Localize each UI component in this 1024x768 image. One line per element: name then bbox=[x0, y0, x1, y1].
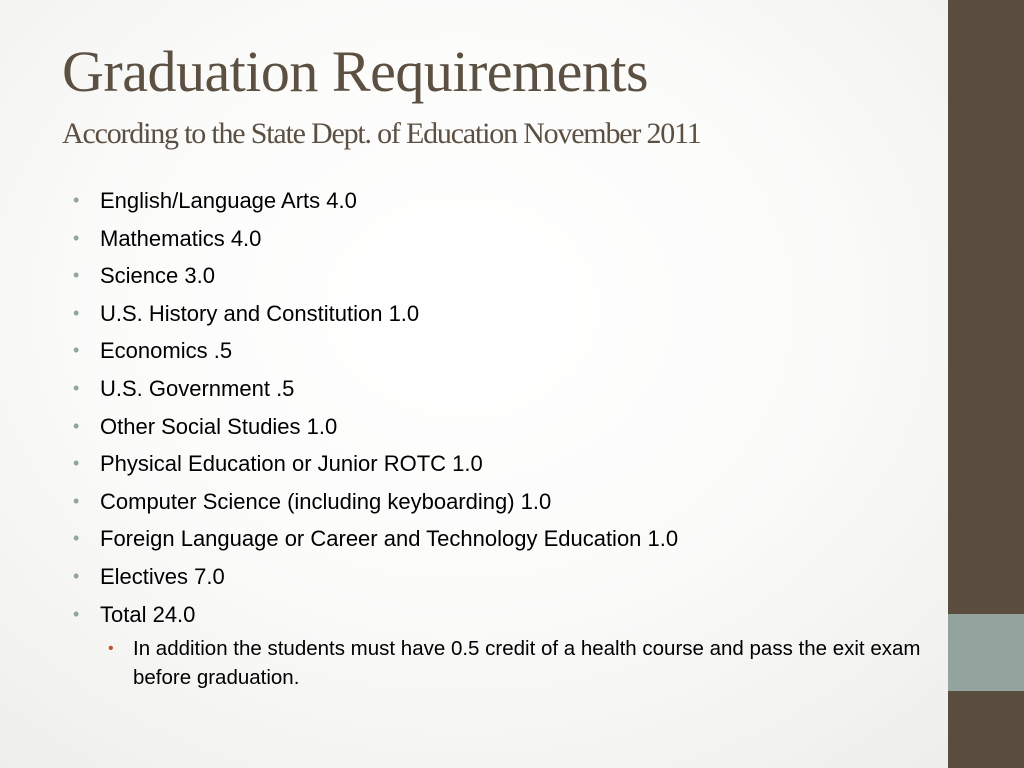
list-item-text: Foreign Language or Career and Technology Education 1.0 bbox=[100, 526, 679, 552]
list-item-text: English/Language Arts 4.0 bbox=[100, 188, 357, 213]
list-item bbox=[70, 408, 930, 446]
list-item-text: Science 3.0 bbox=[100, 263, 215, 289]
list-item-text: Total 24.0 bbox=[100, 601, 196, 627]
list-item bbox=[70, 520, 930, 558]
sub-list-item bbox=[103, 634, 923, 692]
sidebar-accent-block bbox=[948, 614, 1024, 691]
bullet-icon: • bbox=[73, 265, 80, 286]
list-item bbox=[70, 295, 930, 333]
list-item-text: Other Social Studies 1.0 bbox=[100, 413, 338, 439]
list-item bbox=[70, 257, 930, 295]
list-item bbox=[70, 370, 930, 408]
list-item-text: U.S. Government .5 bbox=[100, 375, 295, 401]
slide-title: Graduation Requirements bbox=[62, 39, 649, 104]
list-item-text: U.S. History and Constitution 1.0 bbox=[100, 300, 420, 326]
sub-bullet-icon: • bbox=[108, 640, 114, 657]
list-item-text: Mathematics 4.0 bbox=[100, 225, 262, 251]
bullet-icon: • bbox=[73, 453, 80, 474]
list-item bbox=[70, 596, 930, 634]
bullet-icon: • bbox=[73, 302, 80, 323]
sub-list-item-text: In addition the students must have 0.5 credit of a health course and pass the exit exam before graduation. bbox=[133, 637, 921, 689]
list-item bbox=[70, 483, 930, 521]
bullet-icon: • bbox=[73, 190, 80, 210]
bullet-icon: • bbox=[73, 227, 80, 248]
bullet-icon: • bbox=[73, 565, 80, 586]
list-item-text: Computer Science (including keyboarding) 1.0 bbox=[100, 488, 552, 514]
bullet-icon: • bbox=[73, 340, 80, 361]
list-item bbox=[70, 558, 930, 596]
requirements-list bbox=[70, 182, 930, 633]
list-item bbox=[70, 332, 930, 370]
bullet-icon: • bbox=[73, 377, 80, 398]
list-item bbox=[70, 220, 930, 258]
list-item-text: Economics .5 bbox=[100, 338, 233, 364]
list-item bbox=[70, 445, 930, 483]
bullet-icon: • bbox=[73, 528, 80, 549]
bullet-icon: • bbox=[73, 490, 80, 511]
bullet-icon: • bbox=[73, 603, 80, 624]
list-item-text: Electives 7.0 bbox=[100, 563, 225, 589]
bullet-icon: • bbox=[73, 415, 80, 436]
list-item-text: Physical Education or Junior ROTC 1.0 bbox=[100, 451, 483, 477]
list-item bbox=[70, 182, 930, 220]
slide-subtitle: According to the State Dept. of Education November 2011 bbox=[62, 117, 701, 150]
